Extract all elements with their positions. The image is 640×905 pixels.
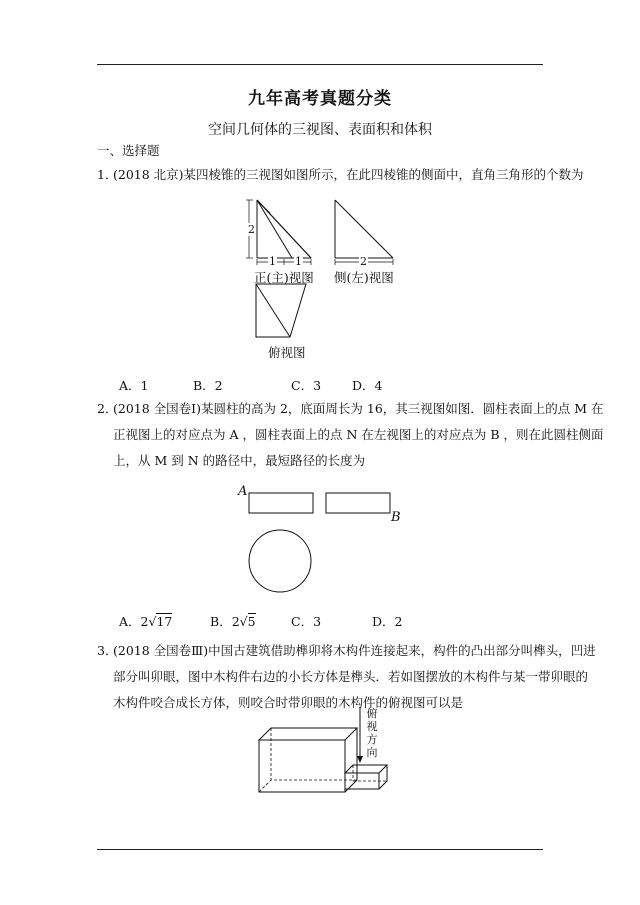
q2-option-d[interactable]: D．2	[372, 614, 403, 629]
q1-side-label: 侧(左)视图	[334, 270, 394, 285]
q2-option-b[interactable]	[210, 612, 256, 630]
q2-option-b-radicand: 5	[247, 614, 256, 629]
q1-option-a[interactable]: A．1	[119, 378, 149, 393]
question-1-text: (2018 北京)某四棱锥的三视图如图所示，在此四棱锥的侧面中，直角三角形的个数为	[113, 167, 584, 182]
q1-front-label: 正(主)视图	[254, 270, 314, 285]
question-3-number: 3．	[97, 643, 118, 658]
document-subtitle: 空间几何体的三视图、表面积和体积	[208, 122, 432, 138]
q2-label-a: A	[238, 484, 248, 499]
q1-option-c[interactable]: C．3	[291, 378, 322, 393]
sqrt-icon: √	[239, 614, 248, 629]
sqrt-icon: √	[148, 614, 157, 629]
q1-dim-height: 2	[248, 223, 255, 236]
q2-option-b-letter: B．	[210, 614, 232, 629]
q2-top-view-circle	[247, 528, 313, 594]
q2-option-a-letter: A．	[119, 614, 141, 629]
q2-option-a-coef: 2	[140, 614, 149, 629]
direction-char-3: 方	[366, 733, 378, 746]
question-3-line-2: 部分叫卯眼，图中木构件右边的小长方体是榫头．若如图摆放的木构件与某一带卯眼的	[113, 669, 589, 684]
question-2-line-2: 正视图上的对应点为 A ，圆柱表面上的点 N 在左视图上的对应点为 B ，则在此圆柱侧面	[113, 427, 604, 442]
question-3-line-1: (2018 全国卷Ⅲ)中国古建筑借助榫卯将木构件连接起来，构件的凸出部分叫榫头，凹进	[113, 643, 596, 658]
q1-dim-side: 2	[360, 255, 367, 268]
bottom-rule	[97, 849, 543, 850]
q2-option-c[interactable]: C．3	[291, 614, 322, 629]
q2-option-a-radicand: 17	[156, 614, 173, 629]
q3-view-direction-label	[366, 707, 378, 759]
q2-side-view	[325, 492, 391, 516]
top-rule	[97, 64, 543, 65]
q1-option-b[interactable]: B．2	[193, 378, 223, 393]
question-2-line-1: (2018 全国卷Ⅰ)某圆柱的高为 2，底面周长为 16，其三视图如图．圆柱表面上的点 M 在	[113, 401, 604, 416]
section-heading: 一、选择题	[97, 143, 160, 158]
q2-label-b: B	[391, 510, 401, 525]
document-title: 九年高考真题分类	[248, 89, 392, 109]
q2-option-b-coef: 2	[231, 614, 240, 629]
direction-char-4: 向	[366, 746, 378, 759]
q1-dim-left: 1	[269, 255, 276, 268]
direction-char-2: 视	[366, 720, 378, 733]
question-2-number: 2．	[97, 401, 118, 416]
q1-top-label: 俯视图	[268, 345, 306, 360]
q1-option-d[interactable]: D．4	[352, 378, 383, 393]
direction-char-1: 俯	[366, 707, 378, 720]
question-1-number: 1．	[97, 167, 118, 182]
question-3-line-3: 木构件咬合成长方体，则咬合时带卯眼的木构件的俯视图可以是	[113, 695, 464, 710]
q2-option-a[interactable]	[119, 612, 172, 630]
question-2-line-3: 上，从 M 到 N 的路径中，最短路径的长度为	[113, 453, 366, 468]
q1-dim-right: 1	[295, 255, 302, 268]
q1-top-view	[250, 282, 320, 342]
q2-front-view	[248, 492, 314, 516]
